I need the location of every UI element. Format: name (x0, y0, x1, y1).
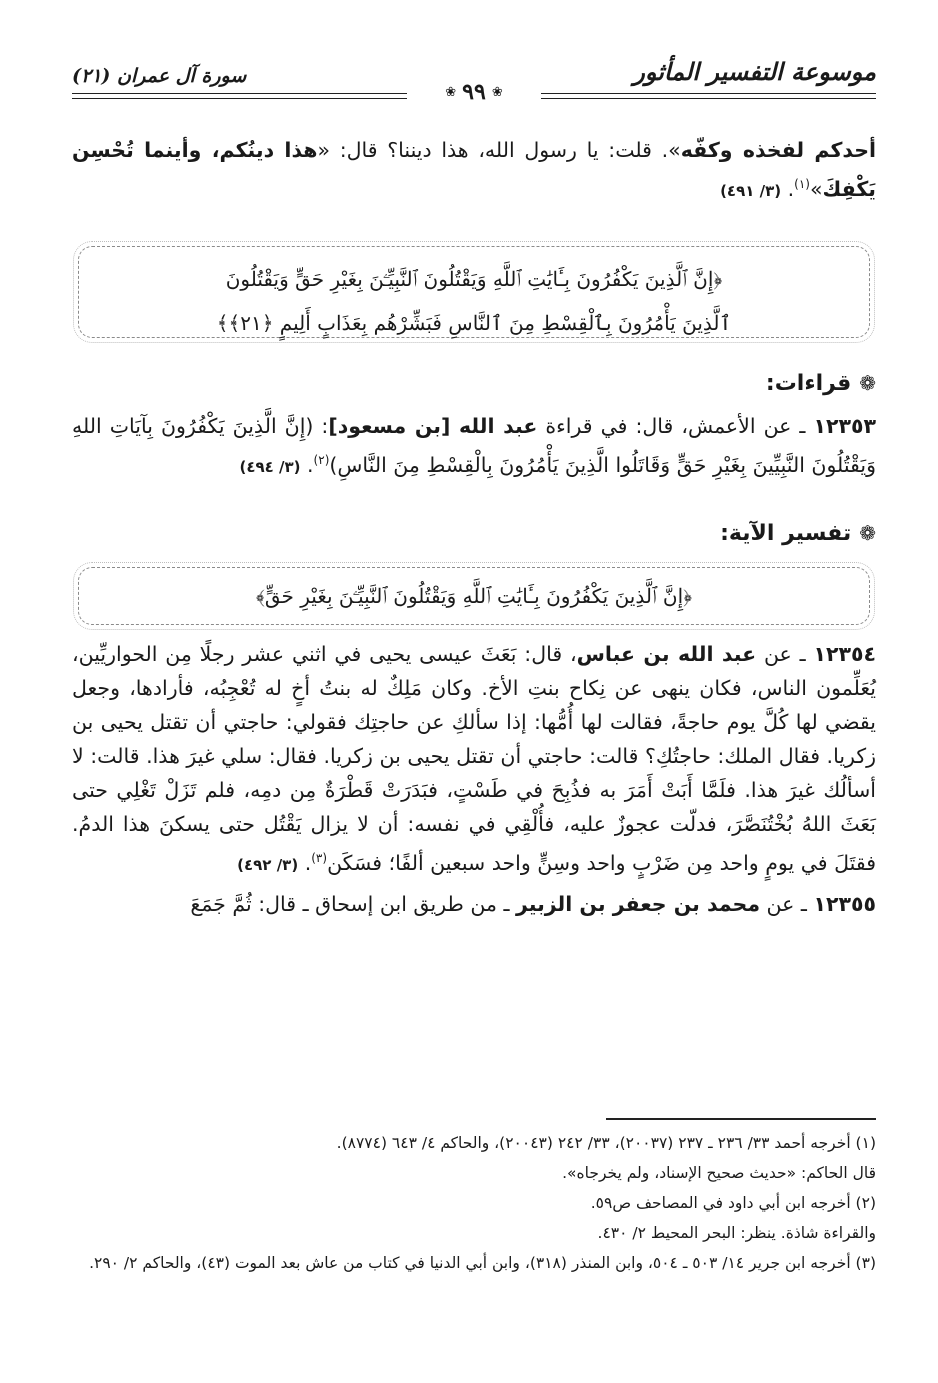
bold-text: عبد الله بن عباس (576, 641, 757, 666)
bold-text: عبد الله [بن مسعود] (328, 413, 538, 438)
bold-text: هذا دينُكم، وأينما تُحْسِن يَكْفِكَ (72, 138, 876, 201)
flower-icon: ❁ (859, 370, 876, 395)
footnote-line: والقراءة شاذة. ينظر: البحر المحيط ٢/ ٤٣٠. (597, 1223, 876, 1242)
footnote-line: (٢) أخرجه ابن أبي داود في المصاحف ص٥٩. (590, 1193, 876, 1212)
narration-number: ١٢٣٥٣ (813, 413, 876, 438)
book-page (72, 55, 877, 1272)
ornament-icon: ❀ (445, 84, 457, 100)
header-rule-right (541, 93, 876, 99)
footnote-marker: (١) (794, 177, 810, 191)
flower-icon: ❁ (859, 520, 876, 545)
volume-reference: (٣/ ٤٩٢) (237, 855, 299, 874)
narration-12354 (72, 637, 876, 882)
section-title: قراءات: (765, 370, 852, 396)
paragraph-text: ». قلت: يا رسول الله، هذا ديننا؟ قال: « (317, 138, 681, 162)
page-header (72, 55, 876, 105)
paragraph-text: ـ من طريق ابن إسحاق ـ قال: ثُمَّ جَمَعَ (190, 892, 516, 917)
surah-title: سورة آل عمران (٢١) (72, 65, 247, 87)
verse-line: ٱلَّذِينَ يَأْمُرُونَ بِٱلْقِسْطِ مِنَ ٱلنَّاسِ فَبَشِّرْهُم بِعَذَابٍ أَلِيمٍ ﴿٢١﴾﴾ (216, 310, 732, 335)
verse-line: ﴿إِنَّ ٱلَّذِينَ يَكْفُرُونَ بِـَٔايَٰتِ ٱللَّهِ وَيَقْتُلُونَ ٱلنَّبِيِّـۧنَ بِغَيْرِ حَقٍّ﴾ (256, 583, 692, 608)
footnote-line: (١) أخرجه أحمد ٣٣/ ٢٣٦ ـ ٢٣٧ (٢٠٠٣٧)، ٣٣/ ٢٤٢ (٢٠٠٤٣)، والحاكم ٤/ ٦٤٣ (٨٧٧٤). (336, 1133, 876, 1152)
narration-12353 (72, 409, 876, 484)
narration-12355 (72, 887, 876, 921)
volume-reference: (٣/ ٤٩١) (720, 181, 782, 200)
book-title: موسوعة التفسير المأثور (633, 57, 876, 86)
bold-text: أحدكم لفخذه وكفّه (680, 138, 877, 162)
paragraph-text: ـ عن (756, 641, 814, 666)
footnote-line: قال الحاكم: «حديث صحيح الإسناد، ولم يخرجاه». (562, 1163, 876, 1182)
paragraph-text: ـ عن (760, 892, 814, 917)
bold-text: محمد بن جعفر بن الزبير (515, 892, 761, 917)
narration-number: ١٢٣٥٥ (813, 892, 876, 917)
paragraph-text: . (300, 452, 314, 477)
paragraph-text: . (298, 850, 312, 875)
verse-line: ﴿إِنَّ ٱلَّذِينَ يَكْفُرُونَ بِـَٔايَٰتِ ٱللَّهِ وَيَقْتُلُونَ ٱلنَّبِيِّـۧنَ بِغَيْرِ حَقٍّ وَيَقْتُلُونَ (225, 266, 723, 291)
footnote-line: (٣) أخرجه ابن جرير ١٤/ ٥٠٣ ـ ٥٠٤، وابن المنذر (٣١٨)، وابن أبي الدنيا في كتاب من عاش بعد الموت (٤٣)، والحاكم ٢/ ٢٩٠. (89, 1253, 876, 1272)
page-number-block (434, 79, 514, 105)
header-rule-left (72, 93, 407, 99)
footnote-list (72, 1128, 876, 1278)
quran-verse-box (78, 246, 870, 338)
footnote-marker: (٣) (311, 850, 328, 865)
paragraph-text: . (781, 176, 795, 201)
paragraph-text: ـ عن الأعمش، قال: في قراءة (537, 413, 814, 438)
paragraph-text: : (إِنَّ الَّذِينَ يَكْفُرُونَ بِآيَاتِ اللهِ وَيَقْتُلُونَ النَّبِيِّينَ بِغَيْرِ حَقٍّ وَقَاتَلُوا الَّذِينَ يَأْمُرُونَ بِالْقِسْطِ مِنَ النَّاسِ) (72, 413, 876, 477)
footnotes (72, 1118, 876, 1278)
volume-reference: (٣/ ٤٩٤) (239, 457, 301, 476)
continuation-paragraph (72, 133, 876, 208)
footnote-separator (606, 1118, 876, 1120)
paragraph-text: ، قال: بَعَثَ عيسى يحيى في اثني عشر رجلًا مِن الحواريِّين، يُعَلِّمون الناس، فكان ينهى عن نِكاح بنتِ الأخ. وكان مَلِكٌ له بنتُ أخٍ له تُعْجِبُه، فأرادها، وجعل يقضي لها كُلَّ يوم حاجةً، فقالت لها أُمُّها: إذا سألكِ عن حاجتِك فقولي: حاجتي أن تقتل يحيى بن زكريا. فقال الملك: حاجتُكِ؟ قالت: حاجتي أن تقتل يحيى بن زكريا. فقال: سلي غيرَ هذا. قالت: لا أسألُك غيرَ هذا. فلَمَّا أَبَتْ أَمَرَ به فذُبِحَ في طَسْتٍ، فبَدَرَتْ قَطْرَةٌ مِن دمِه، فلم تَزَلْ تَغْلِي حتى بَعَثَ اللهُ بُخْتُنَصَّرَ، فدلّت عجوزٌ عليه، فأُلْقِي في نفسه: أن لا يزال يَقْتُل حتى يسكنَ هذا الدمُ. فقتَلَ في يومٍ واحد مِن ضَرْبٍ واحد وسِنٍّ واحد سبعين ألفًا؛ فسَكَن (72, 641, 876, 875)
footnote-marker: (٢) (313, 452, 330, 467)
section-title: تفسير الآية: (720, 520, 852, 546)
narration-number: ١٢٣٥٤ (813, 641, 876, 666)
paragraph-text: » (809, 176, 823, 201)
page-number: ٩٩ (462, 79, 486, 105)
quran-verse-box (78, 567, 870, 625)
section-heading-qiraat (72, 368, 876, 399)
section-heading-tafsir (72, 518, 876, 549)
ornament-icon: ❀ (491, 84, 503, 100)
